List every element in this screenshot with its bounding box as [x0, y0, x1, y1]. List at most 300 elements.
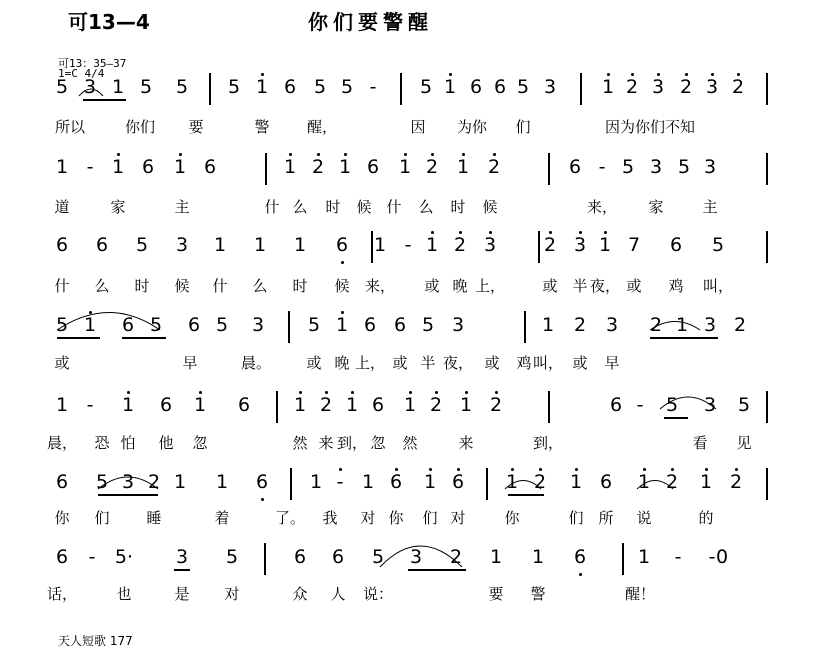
- beam-underline: [664, 417, 688, 419]
- lyric-syllable: 时: [292, 277, 308, 295]
- lyric-syllable: 来，: [364, 277, 396, 295]
- note: 5: [55, 76, 69, 98]
- lyric-syllable: 候: [356, 198, 372, 216]
- octave-dot-above: [404, 153, 407, 156]
- note: 5: [225, 546, 239, 568]
- lyric-syllable: 时: [325, 198, 341, 216]
- lyric-syllable: 早: [182, 354, 198, 372]
- note: 3: [703, 314, 717, 336]
- note: 2: [731, 76, 745, 98]
- note: 1: [489, 546, 503, 568]
- octave-dot-above: [429, 468, 432, 471]
- lyric-syllable: 为你: [456, 118, 488, 136]
- octave-dot-above: [705, 468, 708, 471]
- note: 6: [568, 156, 582, 178]
- lyric-syllable: 要: [188, 118, 204, 136]
- note: 5: [516, 76, 530, 98]
- note: 6: [599, 471, 613, 493]
- note: 6: [609, 394, 623, 416]
- lyric-syllable: 来，: [586, 198, 618, 216]
- lyric-syllable: 什: [386, 198, 402, 216]
- note: 5: [737, 394, 751, 416]
- note: 6: [283, 76, 297, 98]
- note: 1: [83, 314, 97, 336]
- lyric-syllable: 什: [54, 277, 70, 295]
- lyric-syllable: 然: [292, 434, 308, 452]
- note: 1: [215, 471, 229, 493]
- lyric-syllable: 也: [116, 585, 132, 603]
- note: 3: [175, 234, 189, 256]
- lyric-syllable: 说: [636, 509, 652, 527]
- note: 1: [601, 76, 615, 98]
- note: 2: [425, 156, 439, 178]
- lyric-syllable: 鸡: [516, 354, 532, 372]
- note: 1: [541, 314, 555, 336]
- note: 3: [605, 314, 619, 336]
- barline: [265, 153, 267, 185]
- octave-dot-above: [465, 391, 468, 394]
- barline: [486, 468, 488, 500]
- note: 3: [175, 546, 189, 568]
- lyric-syllable: 们: [515, 118, 531, 136]
- scripture-reference: 可13：35—37: [58, 57, 127, 70]
- note: 1: [293, 394, 307, 416]
- note: 2: [729, 471, 743, 493]
- octave-dot-above: [317, 153, 320, 156]
- note: 5: [95, 471, 109, 493]
- beam-underline: [122, 337, 166, 339]
- note: 3: [409, 546, 423, 568]
- octave-dot-above: [117, 153, 120, 156]
- note: 6: [669, 234, 683, 256]
- lyric-syllable: 或: [392, 354, 408, 372]
- note: 5: [215, 314, 229, 336]
- octave-dot-above: [435, 391, 438, 394]
- barline: [371, 231, 373, 263]
- octave-dot-above: [199, 391, 202, 394]
- lyric-syllable: 夜，: [589, 277, 621, 295]
- barline: [264, 543, 266, 575]
- octave-dot-above: [431, 231, 434, 234]
- lyric-syllable: 么: [252, 277, 268, 295]
- lyric-syllable: 你: [54, 509, 70, 527]
- octave-dot-above: [604, 231, 607, 234]
- note: 2: [543, 234, 557, 256]
- barline: [766, 73, 768, 105]
- barline: [766, 231, 768, 263]
- note: 6: [493, 76, 507, 98]
- lyric-syllable: 说：: [362, 585, 394, 603]
- lyric-syllable: 什: [212, 277, 228, 295]
- lyric-syllable: 上，: [354, 354, 386, 372]
- barline: [209, 73, 211, 105]
- note: 5: [139, 76, 153, 98]
- note: 6: [293, 546, 307, 568]
- note: 2: [533, 471, 547, 493]
- lyric-syllable: 夜，: [442, 354, 474, 372]
- note: 3: [83, 76, 97, 98]
- note: 5: [313, 76, 327, 98]
- lyric-syllable: 话，: [46, 585, 78, 603]
- note: 1: [425, 234, 439, 256]
- lyric-syllable: 到，: [532, 434, 564, 452]
- barline: [400, 73, 402, 105]
- beam-underline: [408, 569, 466, 571]
- note: 3: [121, 471, 135, 493]
- note: 6: [389, 471, 403, 493]
- note: 6: [371, 394, 385, 416]
- sustain-dash: -: [88, 546, 96, 568]
- note: 1: [255, 76, 269, 98]
- lyric-syllable: 睡: [146, 509, 162, 527]
- octave-dot-above: [339, 468, 342, 471]
- key-time-signature: 1=C 4/4: [58, 67, 105, 80]
- octave-dot-above: [495, 391, 498, 394]
- barline: [290, 468, 292, 500]
- lyric-syllable: 么: [418, 198, 434, 216]
- note: 6: [55, 234, 69, 256]
- note: 6: [95, 234, 109, 256]
- octave-dot-above: [549, 231, 552, 234]
- lyric-syllable: 怕: [120, 434, 136, 452]
- lyric-syllable: 因: [410, 118, 426, 136]
- note: 1: [335, 314, 349, 336]
- note: 5: [135, 234, 149, 256]
- note: 2: [679, 76, 693, 98]
- lyric-syllable: 们: [94, 509, 110, 527]
- note: 5: [677, 156, 691, 178]
- title-number: 可13—4: [68, 10, 150, 34]
- note: 6: [366, 156, 380, 178]
- note: 5: [711, 234, 725, 256]
- note: 1: [283, 156, 297, 178]
- note: 1: [173, 471, 187, 493]
- lyric-syllable: 所以: [54, 118, 86, 136]
- lyric-syllable: 对: [224, 585, 240, 603]
- lyric-syllable: 看: [692, 434, 708, 452]
- note: 0: [715, 546, 729, 568]
- note: 1: [55, 394, 69, 416]
- octave-dot-above: [351, 391, 354, 394]
- note: 5: [340, 76, 354, 98]
- octave-dot-below: [261, 498, 264, 501]
- note: 6: [451, 471, 465, 493]
- barline: [548, 153, 550, 185]
- octave-dot-above: [737, 73, 740, 76]
- lyric-syllable: 鸡: [668, 277, 684, 295]
- lyric-syllable: 或: [572, 354, 588, 372]
- lyric-syllable: 什: [264, 198, 280, 216]
- lyric-syllable: 半: [420, 354, 436, 372]
- note: 1: [505, 471, 519, 493]
- note: 3: [703, 394, 717, 416]
- note: 1: [598, 234, 612, 256]
- beam-underline: [650, 337, 718, 339]
- note: 1: [293, 234, 307, 256]
- note: 2: [429, 394, 443, 416]
- note: 1: [55, 156, 69, 178]
- lyric-syllable: 晚: [334, 354, 350, 372]
- lyric-syllable: 警: [254, 118, 270, 136]
- note: 2: [573, 314, 587, 336]
- note: 3: [543, 76, 557, 98]
- note: 1: [531, 546, 545, 568]
- note: 6: [573, 546, 587, 568]
- note: 3: [251, 314, 265, 336]
- note: 2: [649, 314, 663, 336]
- lyric-syllable: 众: [292, 585, 308, 603]
- lyric-syllable: 醒，: [306, 118, 338, 136]
- note: 1: [111, 76, 125, 98]
- lyric-syllable: 主: [702, 198, 718, 216]
- lyric-syllable: 或: [542, 277, 558, 295]
- note: 6: [237, 394, 251, 416]
- octave-dot-above: [579, 231, 582, 234]
- note: 6: [335, 234, 349, 256]
- note: 2: [733, 314, 747, 336]
- note: 1: [403, 394, 417, 416]
- barline: [538, 231, 540, 263]
- note: 1: [338, 156, 352, 178]
- note: 6: [203, 156, 217, 178]
- note: 5: [371, 546, 385, 568]
- octave-dot-above: [489, 231, 492, 234]
- note: 5: [307, 314, 321, 336]
- note: 6: [121, 314, 135, 336]
- note: 2: [453, 234, 467, 256]
- beam-underline: [83, 99, 126, 101]
- octave-dot-above: [449, 73, 452, 76]
- note: 2: [319, 394, 333, 416]
- sustain-dash: -: [336, 471, 344, 493]
- octave-dot-above: [607, 73, 610, 76]
- lyric-syllable: 或: [54, 354, 70, 372]
- octave-dot-above: [431, 153, 434, 156]
- note: 5: [175, 76, 189, 98]
- note: 6: [55, 546, 69, 568]
- lyric-syllable: 早: [604, 354, 620, 372]
- lyric-syllable: 人: [330, 585, 346, 603]
- octave-dot-above: [395, 468, 398, 471]
- lyric-syllable: 或: [306, 354, 322, 372]
- lyric-syllable: 叫，: [532, 354, 564, 372]
- note: 1: [569, 471, 583, 493]
- note: 2: [665, 471, 679, 493]
- note: 5: [419, 76, 433, 98]
- note: 5: [621, 156, 635, 178]
- note: 1: [443, 76, 457, 98]
- lyric-syllable: 的: [698, 509, 714, 527]
- octave-dot-above: [493, 153, 496, 156]
- lyric-syllable: 警: [530, 585, 546, 603]
- octave-dot-above: [511, 468, 514, 471]
- note: 1: [459, 394, 473, 416]
- sustain-dash: -: [86, 394, 94, 416]
- octave-dot-above: [575, 468, 578, 471]
- sustain-dash: -: [598, 156, 606, 178]
- barline: [766, 391, 768, 423]
- lyric-syllable: 道: [54, 198, 70, 216]
- footer-source: 天人短歌 177: [58, 634, 133, 648]
- barline: [766, 153, 768, 185]
- octave-dot-above: [341, 311, 344, 314]
- barline: [766, 468, 768, 500]
- lyric-syllable: 我: [322, 509, 338, 527]
- lyric-syllable: 上，: [474, 277, 506, 295]
- lyric-syllable: 或: [484, 354, 500, 372]
- note: 1: [213, 234, 227, 256]
- lyric-syllable: 对: [360, 509, 376, 527]
- note: 5: [227, 76, 241, 98]
- note: 3: [483, 234, 497, 256]
- lyric-syllable: 恐: [94, 434, 110, 452]
- slur: [57, 313, 160, 331]
- note: 6: [393, 314, 407, 336]
- octave-dot-above: [631, 73, 634, 76]
- sustain-dash: -: [674, 546, 682, 568]
- lyric-syllable: 晨，: [46, 434, 78, 452]
- lyric-syllable: 或: [626, 277, 642, 295]
- octave-dot-below: [341, 261, 344, 264]
- note: 1: [361, 471, 375, 493]
- octave-dot-above: [711, 73, 714, 76]
- note: 6: [55, 471, 69, 493]
- lyric-syllable: 来: [318, 434, 334, 452]
- lyric-syllable: 忽: [192, 434, 208, 452]
- lyric-syllable: 对: [450, 509, 466, 527]
- note: 1: [637, 546, 651, 568]
- note: 7: [627, 234, 641, 256]
- lyric-syllable: 主: [174, 198, 190, 216]
- octave-dot-above: [657, 73, 660, 76]
- lyric-syllable: 醒！: [624, 585, 656, 603]
- note: 5: [55, 314, 69, 336]
- note: 6: [141, 156, 155, 178]
- octave-dot-above: [325, 391, 328, 394]
- barline: [288, 311, 290, 343]
- lyric-syllable: 你们: [124, 118, 156, 136]
- octave-dot-below: [579, 573, 582, 576]
- note: 2: [449, 546, 463, 568]
- note: 5: [665, 394, 679, 416]
- note: 6: [187, 314, 201, 336]
- note: 1: [111, 156, 125, 178]
- note: 3: [573, 234, 587, 256]
- lyric-syllable: 是: [174, 585, 190, 603]
- note: 1: [193, 394, 207, 416]
- lyric-syllable: 时: [450, 198, 466, 216]
- octave-dot-above: [462, 153, 465, 156]
- note: 6: [363, 314, 377, 336]
- note: 1: [373, 234, 387, 256]
- lyric-syllable: 见: [736, 434, 752, 452]
- note: 2: [625, 76, 639, 98]
- lyric-syllable: 晨。: [240, 354, 272, 372]
- lyric-syllable: 么: [94, 277, 110, 295]
- note: 1: [699, 471, 713, 493]
- octave-dot-above: [539, 468, 542, 471]
- lyric-syllable: 们: [568, 509, 584, 527]
- beam-underline: [508, 494, 544, 496]
- sustain-dash: -: [708, 546, 716, 568]
- note: 3: [451, 314, 465, 336]
- lyric-syllable: 着: [214, 509, 230, 527]
- note: 6: [255, 471, 269, 493]
- note: 5: [149, 314, 163, 336]
- octave-dot-above: [179, 153, 182, 156]
- note: 2: [487, 156, 501, 178]
- note: 1: [423, 471, 437, 493]
- lyric-syllable: 晚: [452, 277, 468, 295]
- note: 1: [121, 394, 135, 416]
- note: 3: [649, 156, 663, 178]
- beam-underline: [174, 569, 190, 571]
- octave-dot-above: [459, 231, 462, 234]
- lyric-syllable: 要: [488, 585, 504, 603]
- lyric-syllable: 然: [402, 434, 418, 452]
- note: 3: [651, 76, 665, 98]
- octave-dot-above: [671, 468, 674, 471]
- lyric-syllable: 叫，: [702, 277, 734, 295]
- lyric-syllable: 或: [424, 277, 440, 295]
- lyric-syllable: 因为你们不知: [604, 118, 696, 136]
- octave-dot-above: [685, 73, 688, 76]
- lyric-syllable: 忽: [370, 434, 386, 452]
- barline: [524, 311, 526, 343]
- note: 1: [253, 234, 267, 256]
- note: 1: [173, 156, 187, 178]
- note: 1: [456, 156, 470, 178]
- song-title: 你们要警醒: [308, 10, 433, 34]
- lyric-syllable: 候: [174, 277, 190, 295]
- lyric-syllable: 家: [648, 198, 664, 216]
- note: 1: [637, 471, 651, 493]
- octave-dot-above: [457, 468, 460, 471]
- note: 6: [469, 76, 483, 98]
- lyric-syllable: 半: [572, 277, 588, 295]
- barline: [276, 391, 278, 423]
- note: 2: [311, 156, 325, 178]
- octave-dot-above: [643, 468, 646, 471]
- note: 5: [421, 314, 435, 336]
- lyric-syllable: 么: [292, 198, 308, 216]
- lyric-syllable: 时: [134, 277, 150, 295]
- note: 1: [398, 156, 412, 178]
- lyric-syllable: 了。: [274, 509, 306, 527]
- note: 6: [159, 394, 173, 416]
- lyric-syllable: 候: [482, 198, 498, 216]
- lyric-syllable: 你: [388, 509, 404, 527]
- octave-dot-above: [89, 311, 92, 314]
- sustain-dash: -: [369, 76, 377, 98]
- note: 2: [489, 394, 503, 416]
- barline: [622, 543, 624, 575]
- octave-dot-above: [409, 391, 412, 394]
- note: 1: [309, 471, 323, 493]
- note: 3: [705, 76, 719, 98]
- beam-underline: [57, 337, 100, 339]
- note: 1: [345, 394, 359, 416]
- octave-dot-above: [127, 391, 130, 394]
- octave-dot-above: [261, 73, 264, 76]
- lyric-syllable: 来: [458, 434, 474, 452]
- sustain-dash: -: [86, 156, 94, 178]
- lyric-syllable: 候: [334, 277, 350, 295]
- lyric-syllable: 家: [110, 198, 126, 216]
- note: 3: [703, 156, 717, 178]
- octave-dot-above: [344, 153, 347, 156]
- octave-dot-above: [735, 468, 738, 471]
